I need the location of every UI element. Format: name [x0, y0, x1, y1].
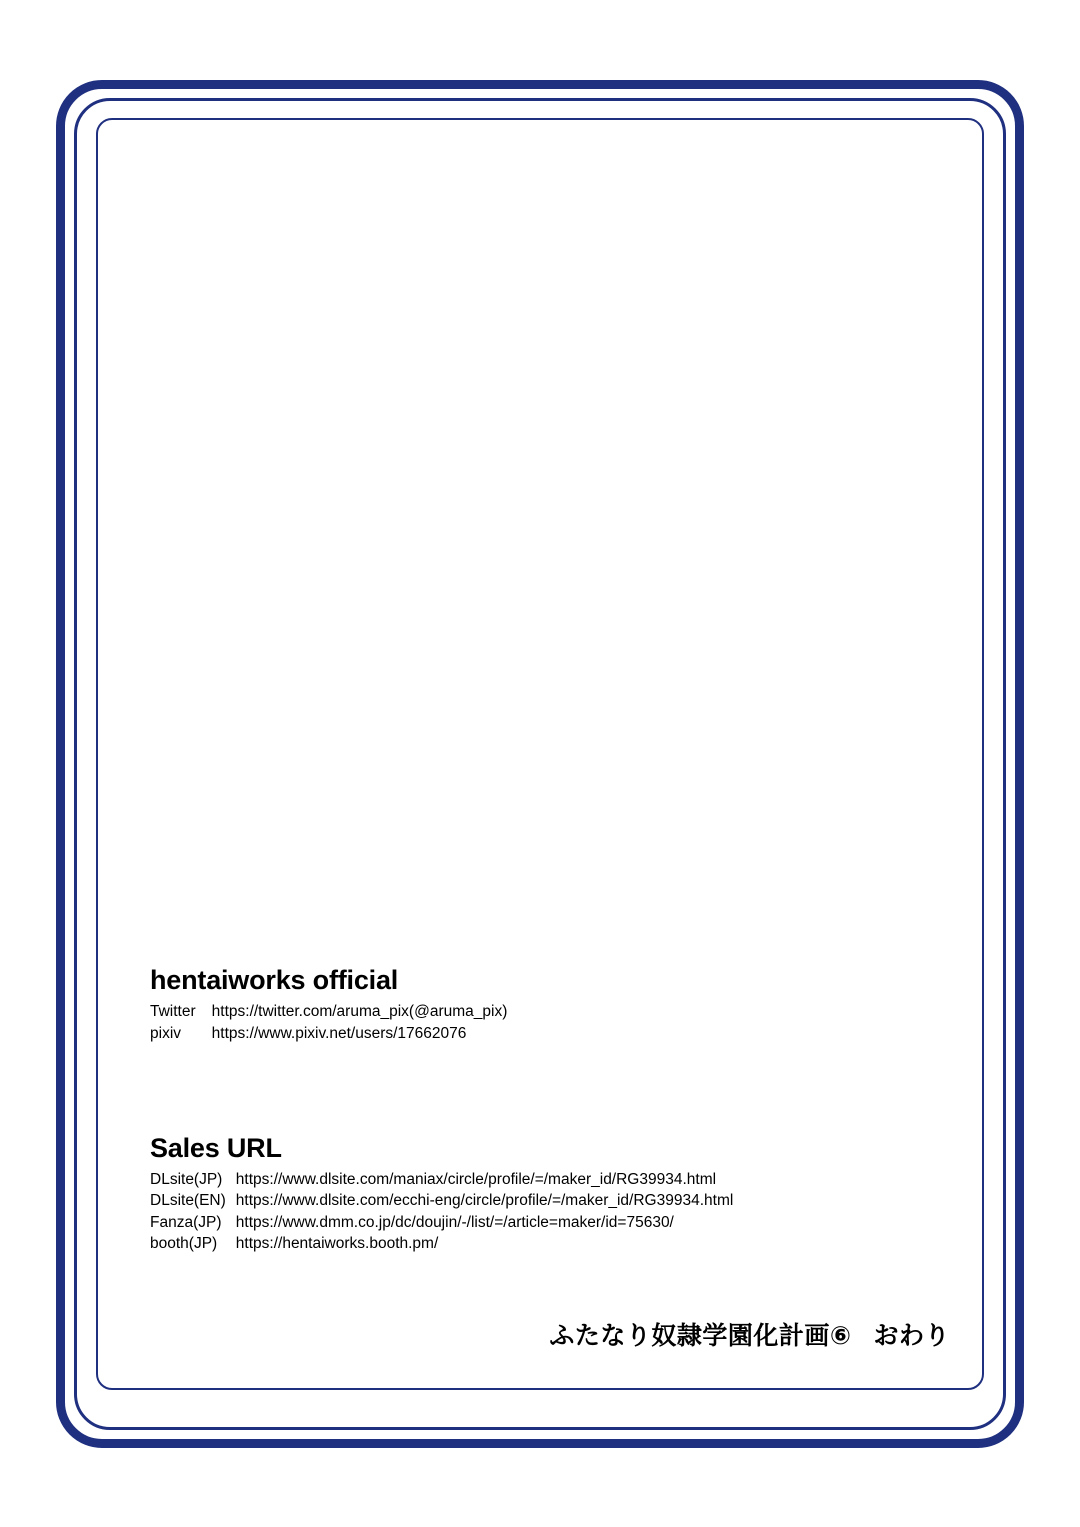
table-row: [150, 1213, 733, 1234]
social-label-pixiv: pixiv: [150, 1024, 182, 1042]
sales-url-booth-jp[interactable]: https://hentaiworks.booth.pm/: [235, 1235, 439, 1253]
sales-links-block: [150, 1133, 950, 1256]
sales-links-table: [150, 1170, 733, 1256]
sales-label-dlsite-en: DLsite(EN): [150, 1192, 226, 1210]
sales-label-fanza-jp: Fanza(JP): [150, 1213, 222, 1231]
sales-label-dlsite-jp: DLsite(JP): [150, 1171, 223, 1188]
social-url-twitter[interactable]: https://twitter.com/aruma_pix(@aruma_pix): [211, 1003, 508, 1021]
sales-url-dlsite-en[interactable]: https://www.dlsite.com/ecchi-eng/circle/profile/=/maker_id/RG39934.html: [235, 1192, 734, 1210]
table-row: [150, 1024, 507, 1045]
social-url-pixiv[interactable]: https://www.pixiv.net/users/17662076: [211, 1024, 467, 1042]
footer-title-line: [150, 1316, 950, 1352]
social-links-block: [150, 965, 950, 1045]
sales-url-fanza-jp[interactable]: https://www.dmm.co.jp/dc/doujin/-/list/=/article=maker/id=75630/: [235, 1213, 674, 1231]
table-row: [150, 1170, 733, 1191]
work-title: ふたなり奴隷学園化計画⑥: [549, 1321, 852, 1350]
social-links-table: [150, 1002, 507, 1045]
social-label-twitter: Twitter: [150, 1003, 196, 1021]
sales-label-booth-jp: booth(JP): [150, 1235, 218, 1253]
credits-content: [150, 965, 950, 1256]
table-row: [150, 1234, 733, 1255]
table-row: [150, 1191, 733, 1212]
table-row: [150, 1002, 507, 1023]
sales-heading: Sales URL: [150, 1132, 282, 1163]
end-mark: おわり: [873, 1321, 950, 1350]
sales-url-dlsite-jp[interactable]: https://www.dlsite.com/maniax/circle/profile/=/maker_id/RG39934.html: [235, 1171, 717, 1188]
social-heading: hentaiworks official: [150, 965, 399, 995]
